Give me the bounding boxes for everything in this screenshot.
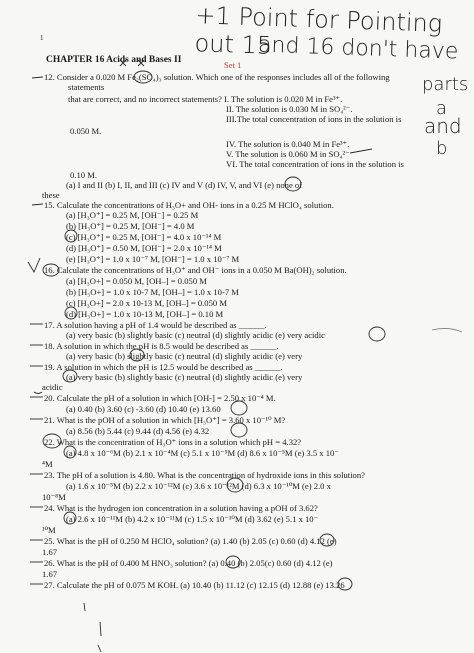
handwritten-note-line3: parts [422, 74, 469, 95]
q19-options-cont: acidic [42, 382, 63, 392]
q12-stmt-i: that are correct, and no incorrect statements? I. The solution is 0.020 M in Fe³⁺. [68, 94, 343, 104]
q15-option-e: (e) [H₃O⁺] = 1.0 x 10⁻⁷ M, [OH⁻] = 1.0 x 10⁻⁷ M [66, 254, 240, 264]
q12-stem: 12. Consider a 0.020 M Fe₂(SO₄)₃ solution. Which one of the responses includes all of the following [44, 72, 390, 82]
q15-option-c: (c) [H₃O⁺] = 0.25 M, [OH⁻] = 4.0 x 10⁻¹⁴ M [66, 232, 222, 242]
q20-stem: 20. Calculate the pH of a solution in which [OH-] = 2.50 x 10⁻⁴ M. [44, 393, 276, 403]
q24-options-cont: ¹⁰M [42, 525, 56, 535]
q24-options: (a) 2.6 x 10⁻¹¹M (b) 4.2 x 10⁻¹¹M (c) 1.5 x 10⁻¹⁰M (d) 3.62 (e) 5.1 x 10⁻ [66, 514, 319, 524]
q15-option-d: (d) [H₃O⁺] = 0.50 M, [OH⁻] = 2.0 x 10⁻¹⁴ M [66, 243, 222, 253]
q12-options: (a) I and II (b) I, II, and III (c) IV and V (d) IV, V, and VI (e) none of [66, 180, 303, 190]
q26-options-cont: 1.67 [42, 569, 58, 579]
q18-options: (a) very basic (b) slightly basic (c) neutral (d) slightly acidic (e) very [66, 351, 303, 361]
q16-option-c: (c) [H₃O+] = 2.0 x 10-13 M, [OH–] = 0.050 M [66, 298, 227, 308]
q24-stem: 24. What is the hydrogen ion concentration in a solution having a pOH of 3.62? [44, 503, 318, 513]
q12-stmt-iii: III.The total concentration of ions in the solution is [226, 114, 402, 124]
q12-stem-cont: statements [68, 82, 105, 92]
q19-options: (a) very basic (b) slightly basic (c) neutral (d) slightly acidic (e) very [66, 372, 303, 382]
q20-options: (a) 0.40 (b) 3.60 (c) -3.60 (d) 10.40 (e) 13.60 [66, 404, 221, 414]
q12-options-cont: these [42, 190, 60, 200]
page-title: CHAPTER 16 Acids and Bases II [46, 55, 182, 65]
q12-stmt-iii-cont: 0.050 M. [70, 126, 102, 136]
page-number: 1 [40, 34, 44, 42]
q15-option-b: (b) [H₃O⁺] = 0.25 M, [OH⁻] = 4.0 M [66, 221, 195, 231]
q27-stem: 27. Calculate the pH of 0.075 M KOH. (a) 10.40 (b) 11.12 (c) 12.15 (d) 12.88 (e) 13.26 [44, 580, 345, 590]
handwritten-note-line4: a [436, 98, 448, 119]
q21-options: (a) 8.56 (b) 5.44 (c) 9.44 (d) 4.56 (e) 4.32 [66, 426, 210, 436]
q25-stem: 25. What is the pH of 0.250 M HClO₄ solution? (a) 1.40 (b) 2.05 (c) 0.60 (d) 4.12 (e) [44, 536, 337, 546]
handwritten-note-line5: and [424, 114, 462, 138]
q23-options: (a) 1.6 x 10⁻⁵M (b) 2.2 x 10⁻¹²M (c) 3.6 x 10⁻¹²M (d) 6.3 x 10⁻¹⁰M (e) 2.0 x [66, 481, 331, 491]
q22-stem: 22. What is the concentration of H₃O⁺ ions in a solution which pH = 4.32? [44, 437, 302, 447]
q23-stem: 23. The pH of a solution is 4.80. What is the concentration of hydroxide ions in this solution? [44, 470, 365, 480]
q23-options-cont: 10⁻⁸M [42, 492, 66, 502]
q22-options: (a) 4.8 x 10⁻⁶M (b) 2.1 x 10⁻⁴M (c) 5.1 x 10⁻⁵M (d) 8.6 x 10⁻⁵M (e) 3.5 x 10⁻ [66, 448, 339, 458]
q12-stmt-ii: II. The solution is 0.030 M in SO₄²⁻. [226, 104, 353, 114]
q16-stem: 16. Calculate the concentrations of H₃O⁺ and OH⁻ ions in a 0.050 M Ba(OH)₂ solution. [44, 265, 347, 275]
q22-options-cont: ⁴M [42, 459, 53, 469]
q25-options-cont: 1.67 [42, 547, 58, 557]
set-label: Set 1 [224, 60, 242, 70]
handwritten-note-line2: and 16 don't have [257, 32, 459, 65]
q15-stem: 15. Calculate the concentrations of H₃O+ and OH- ions in a 0.25 M HClO₄ solution. [44, 200, 334, 210]
handwritten-note-line6: b [436, 138, 448, 159]
q12-stmt-vi-cont: 0.10 M. [70, 170, 97, 180]
q12-stmt-iv: IV. The solution is 0.040 M in Fe³⁺. [226, 139, 350, 149]
q21-stem: 21. What is the pOH of a solution in which [H₃O⁺] = 3.60 x 10⁻¹⁰ M? [44, 415, 286, 425]
q16-option-b: (b) [H₃O+] = 1.0 x 10-7 M, [OH–] = 1.0 x 10-7 M [66, 287, 239, 297]
q19-stem: 19. A solution in which the pH is 12.5 would be described as ______. [44, 362, 283, 372]
q12-stmt-v: V. The solution is 0.060 M in SO₄²⁻ [226, 149, 350, 159]
q12-stmt-vi: VI. The total concentration of ions in the solution is [226, 159, 404, 169]
q26-stem: 26. What is the pH of 0.400 M HNO₃ solution? (a) 0.40 (b) 2.05(c) 0.60 (d) 4.12 (e) [44, 558, 333, 568]
q15-option-a: (a) [H₃O⁺] = 0.25 M, [OH⁻] = 0.25 M [66, 210, 199, 220]
q16-option-a: (a) [H₃O+] = 0.050 M, [OH–] = 0.050 M [66, 276, 207, 286]
q17-stem: 17. A solution having a pH of 1.4 would be described as ______. [44, 320, 267, 330]
q17-options: (a) very basic (b) slightly basic (c) neutral (d) slightly acidic (e) very acidic [66, 330, 325, 340]
q16-option-d: (d) [H₃O+] = 1.0 x 10-13 M, [OH–] = 0.10 M [66, 309, 224, 319]
handwritten-note-line1: +1 Point for Pointing out 15 [194, 1, 443, 60]
q18-stem: 18. A solution in which the pH is 8.5 would be described as ______. [44, 341, 279, 351]
